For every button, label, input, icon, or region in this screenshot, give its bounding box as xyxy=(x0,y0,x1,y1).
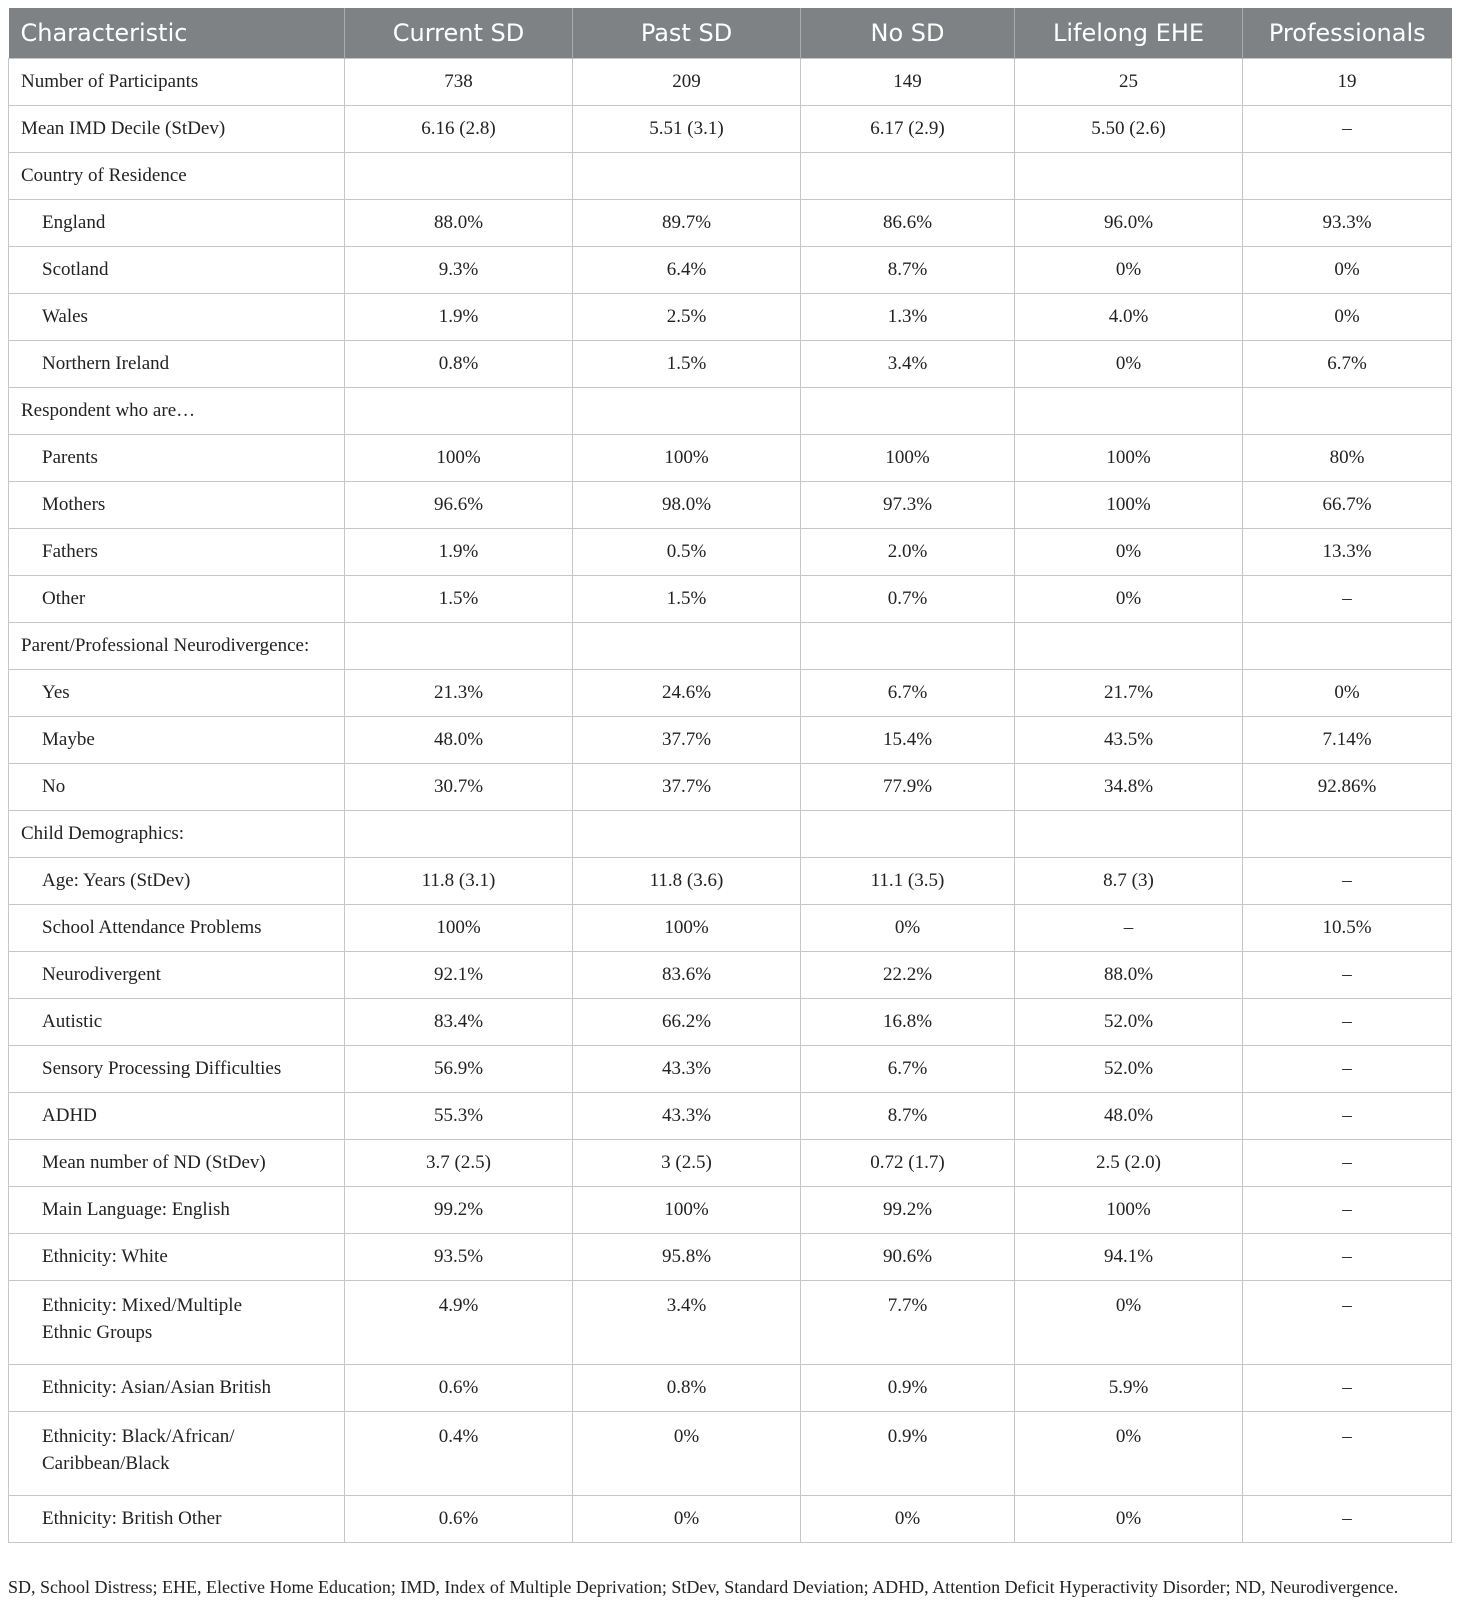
table-cell xyxy=(345,153,573,200)
table-cell: 0% xyxy=(1243,670,1452,717)
table-cell xyxy=(573,623,801,670)
table-cell: 0.4% xyxy=(345,1412,573,1496)
table-cell: 738 xyxy=(345,59,573,106)
table-cell: – xyxy=(1243,1093,1452,1140)
table-row xyxy=(9,341,1452,388)
table-cell: 80% xyxy=(1243,435,1452,482)
table-cell xyxy=(801,811,1015,858)
table-cell: 88.0% xyxy=(1015,952,1243,999)
table-cell xyxy=(1243,811,1452,858)
table-body xyxy=(9,59,1452,1543)
table-cell: 2.0% xyxy=(801,529,1015,576)
table-header xyxy=(9,8,1452,59)
table-cell: 4.0% xyxy=(1015,294,1243,341)
table-cell: 43.3% xyxy=(573,1046,801,1093)
table-cell: – xyxy=(1243,858,1452,905)
header-past-sd: Past SD xyxy=(573,8,801,59)
demographics-table-container xyxy=(8,8,1451,1543)
header-no-sd: No SD xyxy=(801,8,1015,59)
table-cell: 100% xyxy=(1015,435,1243,482)
table-row xyxy=(9,623,1452,670)
table-cell: 100% xyxy=(1015,1187,1243,1234)
table-cell: 15.4% xyxy=(801,717,1015,764)
table-cell: 100% xyxy=(573,905,801,952)
table-cell: 0% xyxy=(801,1496,1015,1543)
table-cell: 6.7% xyxy=(801,670,1015,717)
table-cell: 16.8% xyxy=(801,999,1015,1046)
table-row xyxy=(9,435,1452,482)
table-row xyxy=(9,388,1452,435)
row-label: Sensory Processing Difficulties xyxy=(9,1046,345,1093)
table-cell: 3.7 (2.5) xyxy=(345,1140,573,1187)
row-label: Neurodivergent xyxy=(9,952,345,999)
table-cell: 0% xyxy=(1015,1281,1243,1365)
table-cell: – xyxy=(1243,1046,1452,1093)
table-cell: 1.5% xyxy=(573,341,801,388)
table-cell: 83.6% xyxy=(573,952,801,999)
table-cell xyxy=(801,153,1015,200)
row-label: Parents xyxy=(9,435,345,482)
row-label: Mothers xyxy=(9,482,345,529)
table-cell xyxy=(1015,153,1243,200)
table-cell: 2.5% xyxy=(573,294,801,341)
table-cell: 8.7% xyxy=(801,247,1015,294)
row-label: Ethnicity: Black/African/ Caribbean/Black xyxy=(9,1412,345,1496)
row-label: Fathers xyxy=(9,529,345,576)
table-cell: 77.9% xyxy=(801,764,1015,811)
table-cell xyxy=(1243,153,1452,200)
header-lifelong-ehe: Lifelong EHE xyxy=(1015,8,1243,59)
table-cell: 0.9% xyxy=(801,1365,1015,1412)
table-row xyxy=(9,717,1452,764)
table-cell: 5.50 (2.6) xyxy=(1015,106,1243,153)
table-cell: 93.3% xyxy=(1243,200,1452,247)
table-cell: 0% xyxy=(1015,247,1243,294)
table-row xyxy=(9,1140,1452,1187)
table-cell: 93.5% xyxy=(345,1234,573,1281)
table-cell: 48.0% xyxy=(345,717,573,764)
table-cell: 0% xyxy=(1015,1412,1243,1496)
table-cell: 48.0% xyxy=(1015,1093,1243,1140)
table-cell: 3 (2.5) xyxy=(573,1140,801,1187)
table-cell: 25 xyxy=(1015,59,1243,106)
table-cell: 0% xyxy=(1015,1496,1243,1543)
table-cell: 0% xyxy=(1015,341,1243,388)
table-cell xyxy=(1015,388,1243,435)
table-cell: 7.14% xyxy=(1243,717,1452,764)
row-label: Wales xyxy=(9,294,345,341)
table-cell: 0% xyxy=(573,1412,801,1496)
table-cell: 0% xyxy=(1015,576,1243,623)
table-cell: 100% xyxy=(801,435,1015,482)
table-cell: 0.7% xyxy=(801,576,1015,623)
table-cell xyxy=(573,388,801,435)
table-cell: 94.1% xyxy=(1015,1234,1243,1281)
table-row xyxy=(9,1093,1452,1140)
row-label: Yes xyxy=(9,670,345,717)
table-cell: 149 xyxy=(801,59,1015,106)
table-row xyxy=(9,999,1452,1046)
table-row xyxy=(9,670,1452,717)
table-row xyxy=(9,905,1452,952)
row-label: Ethnicity: White xyxy=(9,1234,345,1281)
table-cell: 66.7% xyxy=(1243,482,1452,529)
table-row xyxy=(9,294,1452,341)
row-label: Parent/Professional Neurodivergence: xyxy=(9,623,345,670)
table-cell: 11.8 (3.1) xyxy=(345,858,573,905)
table-cell: 209 xyxy=(573,59,801,106)
table-cell: 8.7 (3) xyxy=(1015,858,1243,905)
table-row xyxy=(9,858,1452,905)
table-cell: 99.2% xyxy=(801,1187,1015,1234)
table-cell: – xyxy=(1243,1187,1452,1234)
row-label: Ethnicity: Mixed/Multiple Ethnic Groups xyxy=(9,1281,345,1365)
table-cell: 0.72 (1.7) xyxy=(801,1140,1015,1187)
table-cell: 19 xyxy=(1243,59,1452,106)
table-cell: 2.5 (2.0) xyxy=(1015,1140,1243,1187)
table-cell: 21.3% xyxy=(345,670,573,717)
table-cell: 92.86% xyxy=(1243,764,1452,811)
table-cell: 1.3% xyxy=(801,294,1015,341)
table-cell: 92.1% xyxy=(345,952,573,999)
table-cell: 99.2% xyxy=(345,1187,573,1234)
table-cell: 43.5% xyxy=(1015,717,1243,764)
table-cell: 11.8 (3.6) xyxy=(573,858,801,905)
table-cell: 24.6% xyxy=(573,670,801,717)
table-cell: 7.7% xyxy=(801,1281,1015,1365)
table-cell: – xyxy=(1243,952,1452,999)
table-cell: 100% xyxy=(573,435,801,482)
demographics-table xyxy=(8,8,1452,1543)
table-cell xyxy=(1015,811,1243,858)
table-row xyxy=(9,1281,1452,1365)
row-label: Mean IMD Decile (StDev) xyxy=(9,106,345,153)
table-cell xyxy=(1243,623,1452,670)
header-professionals: Professionals xyxy=(1243,8,1452,59)
table-row xyxy=(9,1412,1452,1496)
table-cell: 66.2% xyxy=(573,999,801,1046)
row-label: ADHD xyxy=(9,1093,345,1140)
row-label: Scotland xyxy=(9,247,345,294)
table-cell: 98.0% xyxy=(573,482,801,529)
row-label: Age: Years (StDev) xyxy=(9,858,345,905)
table-cell: – xyxy=(1243,1281,1452,1365)
table-cell: 100% xyxy=(573,1187,801,1234)
table-cell: 56.9% xyxy=(345,1046,573,1093)
table-cell: – xyxy=(1243,1412,1452,1496)
table-cell: – xyxy=(1243,1234,1452,1281)
table-cell: 13.3% xyxy=(1243,529,1452,576)
table-cell: 37.7% xyxy=(573,764,801,811)
row-label: Other xyxy=(9,576,345,623)
table-cell: 0.6% xyxy=(345,1496,573,1543)
table-row xyxy=(9,529,1452,576)
table-cell: 52.0% xyxy=(1015,1046,1243,1093)
table-row xyxy=(9,1046,1452,1093)
table-cell: 1.9% xyxy=(345,294,573,341)
table-row xyxy=(9,482,1452,529)
table-cell: 6.7% xyxy=(801,1046,1015,1093)
table-cell: 22.2% xyxy=(801,952,1015,999)
table-cell: 5.9% xyxy=(1015,1365,1243,1412)
row-label: Ethnicity: Asian/Asian British xyxy=(9,1365,345,1412)
table-cell: 9.3% xyxy=(345,247,573,294)
table-cell: 1.5% xyxy=(573,576,801,623)
table-cell: 43.3% xyxy=(573,1093,801,1140)
table-cell xyxy=(1243,388,1452,435)
table-cell: 83.4% xyxy=(345,999,573,1046)
table-row xyxy=(9,1496,1452,1543)
table-cell: 10.5% xyxy=(1243,905,1452,952)
table-cell: 0% xyxy=(1243,247,1452,294)
table-cell xyxy=(345,388,573,435)
table-cell: 30.7% xyxy=(345,764,573,811)
table-cell: 0% xyxy=(573,1496,801,1543)
table-cell: 0% xyxy=(801,905,1015,952)
table-cell: 0.5% xyxy=(573,529,801,576)
table-cell: – xyxy=(1015,905,1243,952)
table-cell: 90.6% xyxy=(801,1234,1015,1281)
table-cell: 5.51 (3.1) xyxy=(573,106,801,153)
table-cell: 97.3% xyxy=(801,482,1015,529)
header-characteristic: Characteristic xyxy=(9,8,345,59)
table-cell: 11.1 (3.5) xyxy=(801,858,1015,905)
header-current-sd: Current SD xyxy=(345,8,573,59)
table-cell: 89.7% xyxy=(573,200,801,247)
row-label: Child Demographics: xyxy=(9,811,345,858)
table-row xyxy=(9,1365,1452,1412)
table-cell: 6.7% xyxy=(1243,341,1452,388)
table-cell: 37.7% xyxy=(573,717,801,764)
table-cell: 4.9% xyxy=(345,1281,573,1365)
table-row xyxy=(9,59,1452,106)
table-cell: 6.4% xyxy=(573,247,801,294)
table-row xyxy=(9,952,1452,999)
table-row xyxy=(9,153,1452,200)
table-cell: 55.3% xyxy=(345,1093,573,1140)
table-row xyxy=(9,1187,1452,1234)
table-cell: – xyxy=(1243,1365,1452,1412)
table-cell: 88.0% xyxy=(345,200,573,247)
row-label: School Attendance Problems xyxy=(9,905,345,952)
table-cell xyxy=(345,811,573,858)
table-cell: – xyxy=(1243,106,1452,153)
row-label: Ethnicity: British Other xyxy=(9,1496,345,1543)
table-cell: – xyxy=(1243,1140,1452,1187)
row-label: Mean number of ND (StDev) xyxy=(9,1140,345,1187)
table-cell: 0.8% xyxy=(345,341,573,388)
table-cell: 95.8% xyxy=(573,1234,801,1281)
table-cell: 1.5% xyxy=(345,576,573,623)
table-cell xyxy=(801,623,1015,670)
table-row xyxy=(9,764,1452,811)
row-label: Autistic xyxy=(9,999,345,1046)
row-label: Northern Ireland xyxy=(9,341,345,388)
table-cell: 3.4% xyxy=(801,341,1015,388)
table-cell: 8.7% xyxy=(801,1093,1015,1140)
table-cell xyxy=(345,623,573,670)
header-row xyxy=(9,8,1452,59)
table-row xyxy=(9,247,1452,294)
table-cell: 0.9% xyxy=(801,1412,1015,1496)
table-cell: – xyxy=(1243,576,1452,623)
table-row xyxy=(9,576,1452,623)
table-row xyxy=(9,811,1452,858)
table-cell: 0.8% xyxy=(573,1365,801,1412)
table-row xyxy=(9,200,1452,247)
table-cell: 6.17 (2.9) xyxy=(801,106,1015,153)
table-footnote: SD, School Distress; EHE, Elective Home Education; IMD, Index of Multiple Deprivation; StDev, Standard Deviation; ADHD, Attention Deficit Hyperactivity Disorder; ND, Neurodivergence. xyxy=(8,1577,1399,1597)
table-cell: 3.4% xyxy=(573,1281,801,1365)
table-row xyxy=(9,106,1452,153)
row-label: Number of Participants xyxy=(9,59,345,106)
table-cell: 100% xyxy=(345,435,573,482)
table-cell: – xyxy=(1243,999,1452,1046)
row-label: No xyxy=(9,764,345,811)
table-cell: 34.8% xyxy=(1015,764,1243,811)
table-cell: 1.9% xyxy=(345,529,573,576)
row-label: Maybe xyxy=(9,717,345,764)
row-label: England xyxy=(9,200,345,247)
row-label: Country of Residence xyxy=(9,153,345,200)
table-cell: 21.7% xyxy=(1015,670,1243,717)
row-label: Main Language: English xyxy=(9,1187,345,1234)
table-cell: 0.6% xyxy=(345,1365,573,1412)
table-cell: 0% xyxy=(1243,294,1452,341)
table-cell: 96.6% xyxy=(345,482,573,529)
row-label: Respondent who are… xyxy=(9,388,345,435)
table-cell: 52.0% xyxy=(1015,999,1243,1046)
table-cell xyxy=(1015,623,1243,670)
table-cell: 86.6% xyxy=(801,200,1015,247)
table-cell: 100% xyxy=(345,905,573,952)
table-cell xyxy=(801,388,1015,435)
table-cell: 100% xyxy=(1015,482,1243,529)
table-cell: – xyxy=(1243,1496,1452,1543)
table-cell xyxy=(573,153,801,200)
table-row xyxy=(9,1234,1452,1281)
table-cell: 6.16 (2.8) xyxy=(345,106,573,153)
table-cell: 96.0% xyxy=(1015,200,1243,247)
table-cell xyxy=(573,811,801,858)
table-cell: 0% xyxy=(1015,529,1243,576)
